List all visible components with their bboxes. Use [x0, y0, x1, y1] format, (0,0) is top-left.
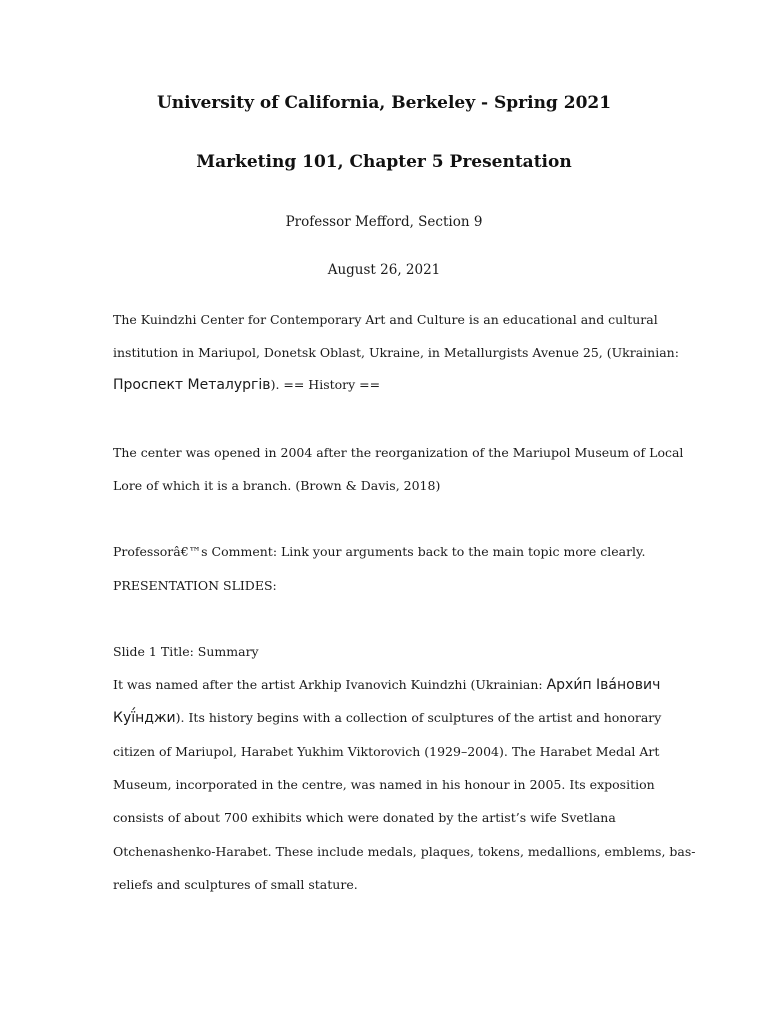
slide1-title: Slide 1 Title: Summary: [113, 644, 259, 659]
para2-line1: The center was opened in 2004 after the reorganization of the Mariupol Museum of Local: [113, 445, 684, 460]
para1-line1: The Kuindzhi Center for Contemporary Art and Culture is an educational and cultural: [113, 312, 658, 327]
professor-comment: Professorâ€™s Comment: Link your arguments back to the main topic more clearly.: [113, 544, 646, 559]
para3-line2: [113, 710, 661, 726]
presentation-title: Marketing 101, Chapter 5 Presentation: [196, 152, 572, 172]
para3-line7: reliefs and sculptures of small stature.: [113, 877, 358, 892]
para3-line3: citizen of Mariupol, Harabet Yukhim Viktorovich (1929–2004). The Harabet Medal Art: [113, 744, 660, 759]
para3-line2-rest: ). Its history begins with a collection of sculptures of the artist and honorary: [175, 710, 662, 725]
presentation-slides-label: PRESENTATION SLIDES:: [113, 578, 277, 593]
cyrillic-avenue-name: Проспект Металургів: [113, 377, 271, 393]
para3-line1: [113, 677, 660, 693]
cyrillic-artist-name: Архи́п Іва́нович: [546, 677, 661, 693]
cyrillic-surname: Куї́нджи: [113, 710, 176, 726]
para1-line3-rest: ). == History ==: [270, 377, 381, 392]
university-heading: University of California, Berkeley - Spring 2021: [156, 93, 612, 113]
para1-line2: institution in Mariupol, Donetsk Oblast, Ukraine, in Metallurgists Avenue 25, (Ukrainian:: [113, 345, 679, 360]
para3-line6: Otchenashenko-Harabet. These include medals, plaques, tokens, medallions, emblems, bas-: [113, 844, 696, 859]
para1-line3: [113, 377, 380, 393]
date-line: August 26, 2021: [327, 262, 441, 278]
para3-line4: Museum, incorporated in the centre, was named in his honour in 2005. Its exposition: [113, 777, 655, 792]
para3-line1-start: It was named after the artist Arkhip Ivanovich Kuindzhi (Ukrainian:: [113, 677, 547, 692]
para2-line2: Lore of which it is a branch. (Brown & Davis, 2018): [113, 478, 441, 493]
professor-line: Professor Mefford, Section 9: [285, 214, 483, 230]
para3-line5: consists of about 700 exhibits which were donated by the artist’s wife Svetlana: [113, 810, 616, 825]
